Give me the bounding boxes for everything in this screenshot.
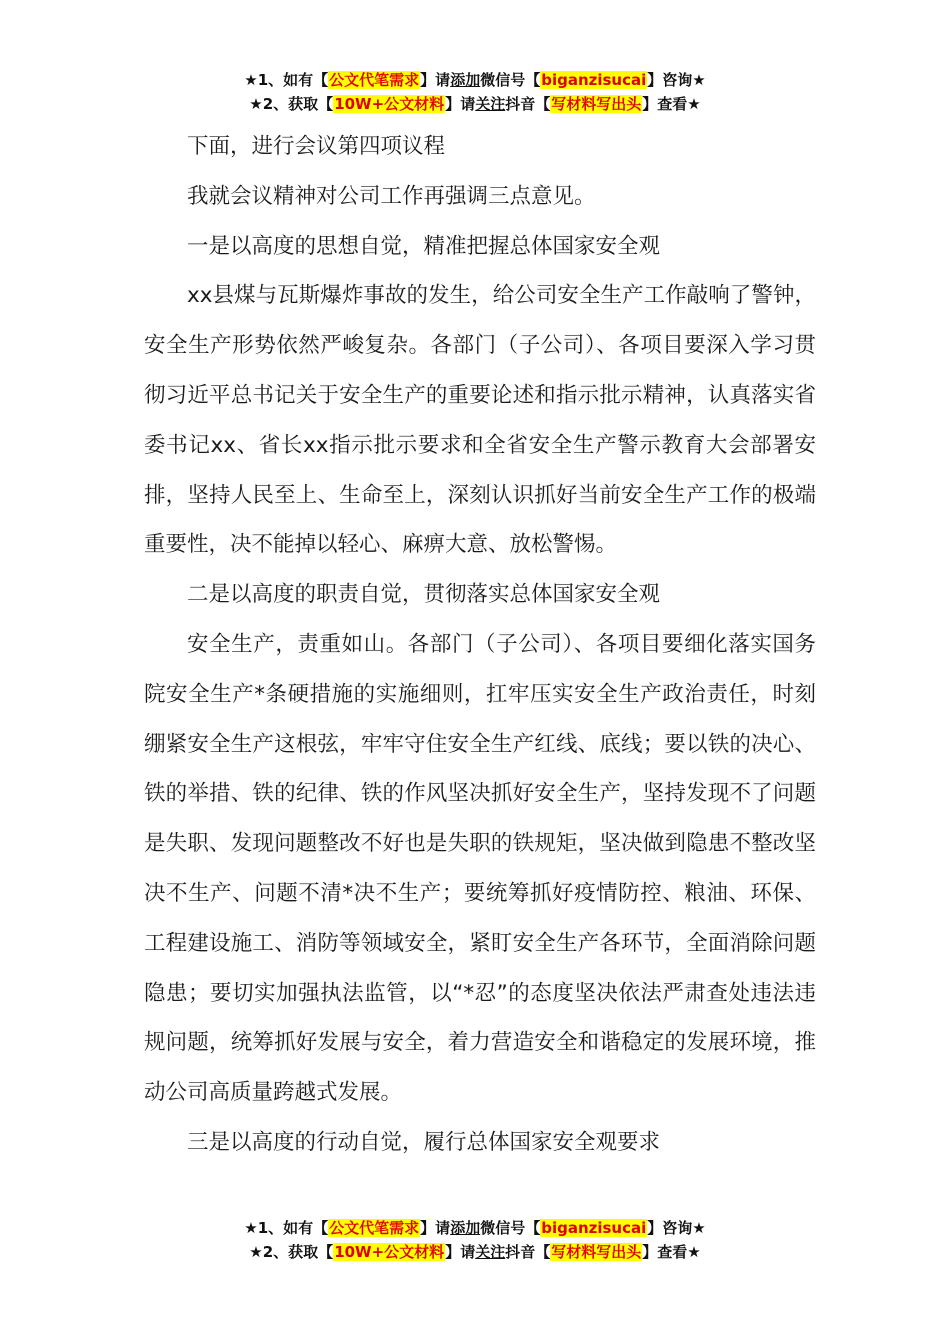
underlined-text: 添加	[450, 1219, 481, 1237]
banner-line-2: ★2、获取【10W+公文材料】请关注抖音【写材料写出头】查看★	[249, 1243, 701, 1261]
paragraph: 下面，进行会议第四项议程	[187, 134, 446, 159]
footer-banner	[0, 1216, 950, 1264]
banner-line-1: ★1、如有【公文代笔需求】请添加微信号【biganzisucai】咨询★	[244, 1219, 706, 1237]
section-heading: 三是以高度的行动自觉，履行总体国家安全观要求	[187, 1129, 661, 1155]
highlight-text: 公文代笔需求	[329, 71, 420, 89]
banner-line-1: ★1、如有【公文代笔需求】请添加微信号【biganzisucai】咨询★	[244, 71, 706, 89]
highlight-text: 10W+公文材料	[334, 95, 445, 113]
header-banner	[0, 68, 950, 116]
highlight-text: 写材料写出头	[551, 95, 642, 113]
banner-line-2: ★2、获取【10W+公文材料】请关注抖音【写材料写出头】查看★	[249, 95, 701, 113]
underlined-text: 关注	[475, 95, 506, 113]
document-body	[144, 122, 816, 1168]
paragraph: xx县煤与瓦斯爆炸事故的发生，给公司安全生产工作敲响了警钟，安全生产形势依然严峻复杂。各部门（子公司）、各项目要深入学习贯彻习近平总书记关于安全生产的重要论述和指示批示精神，认真落实省委书记xx、省长xx指示批示要求和全省安全生产警示教育大会部署安排，坚持人民至上、生命至上，深刻认识抓好当前安全生产工作的极端重要性，决不能掉以轻心、麻痹大意、放松警惕。	[144, 283, 816, 558]
highlight-text: 10W+公文材料	[334, 1243, 445, 1261]
section-heading: 一是以高度的思想自觉，精准把握总体国家安全观	[187, 233, 661, 259]
highlight-text: biganzisucai	[541, 1219, 647, 1237]
paragraph: 我就会议精神对公司工作再强调三点意见。	[187, 183, 596, 209]
paragraph: 安全生产，责重如山。各部门（子公司）、各项目要细化落实国务院安全生产*条硬措施的实施细则，扛牢压实安全生产政治责任，时刻绷紧安全生产这根弦，牢牢守住安全生产红线、底线；要以铁的决心、铁的举措、铁的纪律、铁的作风坚决抓好安全生产，坚持发现不了问题是失职、发现问题整改不好也是失职的铁规矩，坚决做到隐患不整改坚决不生产、问题不清*决不生产；要统筹抓好疫情防控、粮油、环保、工程建设施工、消防等领域安全，紧盯安全生产各环节，全面消除问题隐患；要切实加强执法监管，以“*忍”的态度坚决依法严肃查处违法违规问题，统筹抓好发展与安全，着力营造安全和谐稳定的发展环境，推动公司高质量跨越式发展。	[144, 631, 816, 1106]
underlined-text: 添加	[450, 71, 481, 89]
section-heading: 二是以高度的职责自觉，贯彻落实总体国家安全观	[187, 582, 661, 608]
highlight-text: biganzisucai	[541, 71, 647, 89]
underlined-text: 关注	[475, 1243, 506, 1261]
highlight-text: 写材料写出头	[551, 1243, 642, 1261]
highlight-text: 公文代笔需求	[329, 1219, 420, 1237]
